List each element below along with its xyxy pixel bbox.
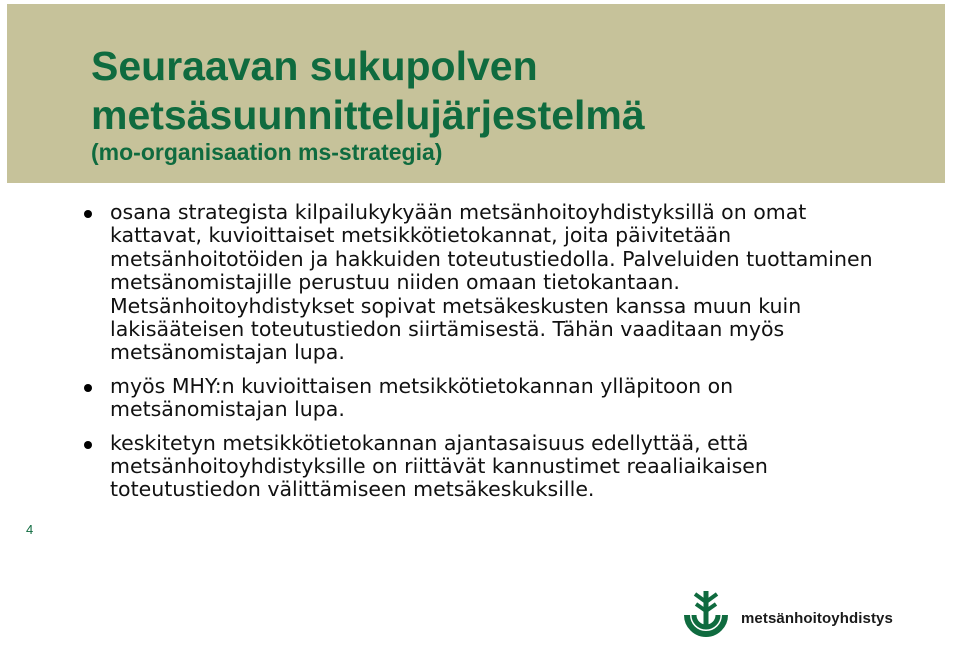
slide-title: Seuraavan sukupolven metsäsuunnittelujärjestelmä [91, 43, 645, 138]
slide-subtitle: (mo-organisaation ms-strategia) [91, 139, 443, 165]
bullet-item: osana strategista kilpailukykyään metsänhoitoyhdistyksillä on omat kattavat, kuvioittaiset metsikkötietokannat, joita päivitetään metsänhoitotöiden ja hakkuiden toteutustiedolla. Palveluiden tuottaminen metsänomistajille perustuu niiden omaan tietokantaan. Metsänhoitoyhdistykset sopivat metsäkeskusten kanssa muun kuin lakisääteisen toteutustiedon siirtämisestä. Tähän vaaditaan myös metsänomistajan lupa. [84, 201, 884, 365]
logo-text: metsänhoitoyhdistys [741, 610, 893, 627]
slide-number: 4 [26, 522, 34, 537]
tree-circle-logo-icon [682, 587, 730, 643]
bullet-item: keskitetyn metsikkötietokannan ajantasaisuus edellyttää, että metsänhoitoyhdistyksille on riittävät kannustimet reaaliaikaisen toteutustiedon välittämiseen metsäkeskuksille. [84, 432, 884, 502]
bullet-list [84, 201, 884, 512]
bullet-item: myös MHY:n kuvioittaisen metsikkötietokannan ylläpitoon on metsänomistajan lupa. [84, 375, 884, 422]
